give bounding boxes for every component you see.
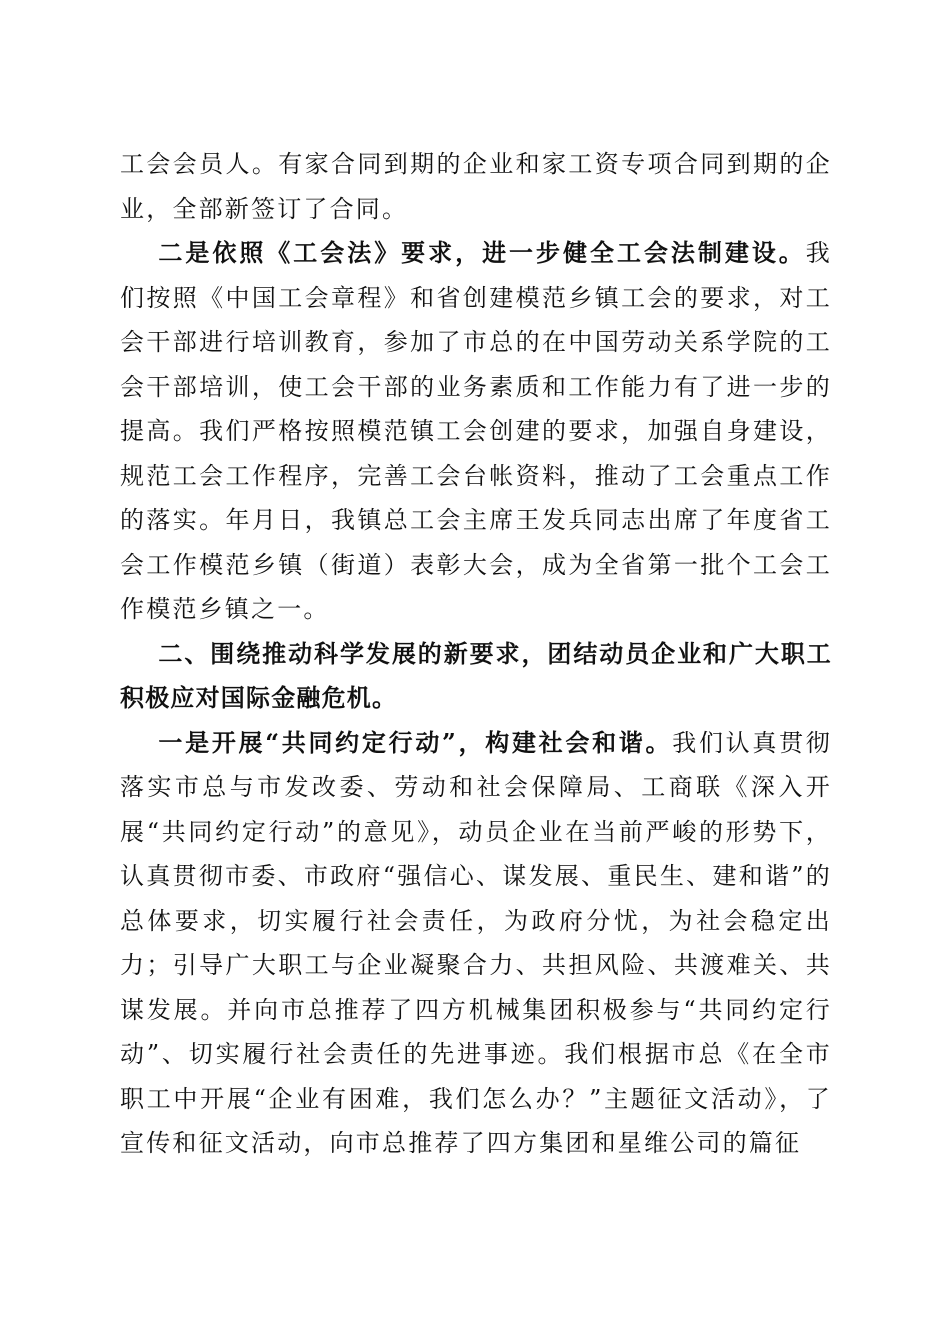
document-page bbox=[120, 142, 832, 1166]
paragraph-text: 我们按照《中国工会章程》和省创建模范乡镇工会的要求，对工会干部进行培训教育，参加了市总的在中国劳动关系学院的工会干部培训，使工会干部的业务素质和工作能力有了进一步的提高。我们严格按照模范镇工会创建的要求，加强自身建设，规范工会工作程序，完善工会台帐资料，推动了工会重点工作的落实。年月日，我镇总工会主席王发兵同志出席了年度省工会工作模范乡镇（街道）表彰大会，成为全省第一批个工会工作模范乡镇之一。 bbox=[120, 239, 832, 623]
paragraph-continuation bbox=[120, 142, 832, 231]
paragraph-lead: 二是依照《工会法》要求，进一步健全工会法制建设。 bbox=[158, 238, 806, 267]
paragraph-text: 工会会员人。有家合同到期的企业和家工资专项合同到期的企业，全部新签订了合同。 bbox=[120, 150, 832, 223]
paragraph-lead: 一是开展“共同约定行动”，构建社会和谐。 bbox=[158, 727, 673, 757]
section-heading bbox=[120, 632, 832, 721]
paragraph-legal-construction bbox=[120, 231, 832, 632]
section-heading-text: 二、围绕推动科学发展的新要求，团结动员企业和广大职工积极应对国际金融危机。 bbox=[120, 639, 832, 712]
paragraph-joint-agreement bbox=[120, 721, 832, 1166]
paragraph-text: 我们认真贯彻落实市总与市发改委、劳动和社会保障局、工商联《深入开展“共同约定行动”的意见》，动员企业在当前严峻的形势下，认真贯彻市委、市政府“强信心、谋发展、重民生、建和谐”的总体要求，切实履行社会责任，为政府分忧，为社会稳定出力；引导广大职工与企业凝聚合力、共担风险、共渡难关、共谋发展。并向市总推荐了四方机械集团积极参与“共同约定行动”、切实履行社会责任的先进事迹。我们根据市总《在全市职工中开展“企业有困难，我们怎么办？”主题征文活动》，了宣传和征文活动，向市总推荐了四方集团和星维公司的篇征 bbox=[120, 728, 833, 1157]
